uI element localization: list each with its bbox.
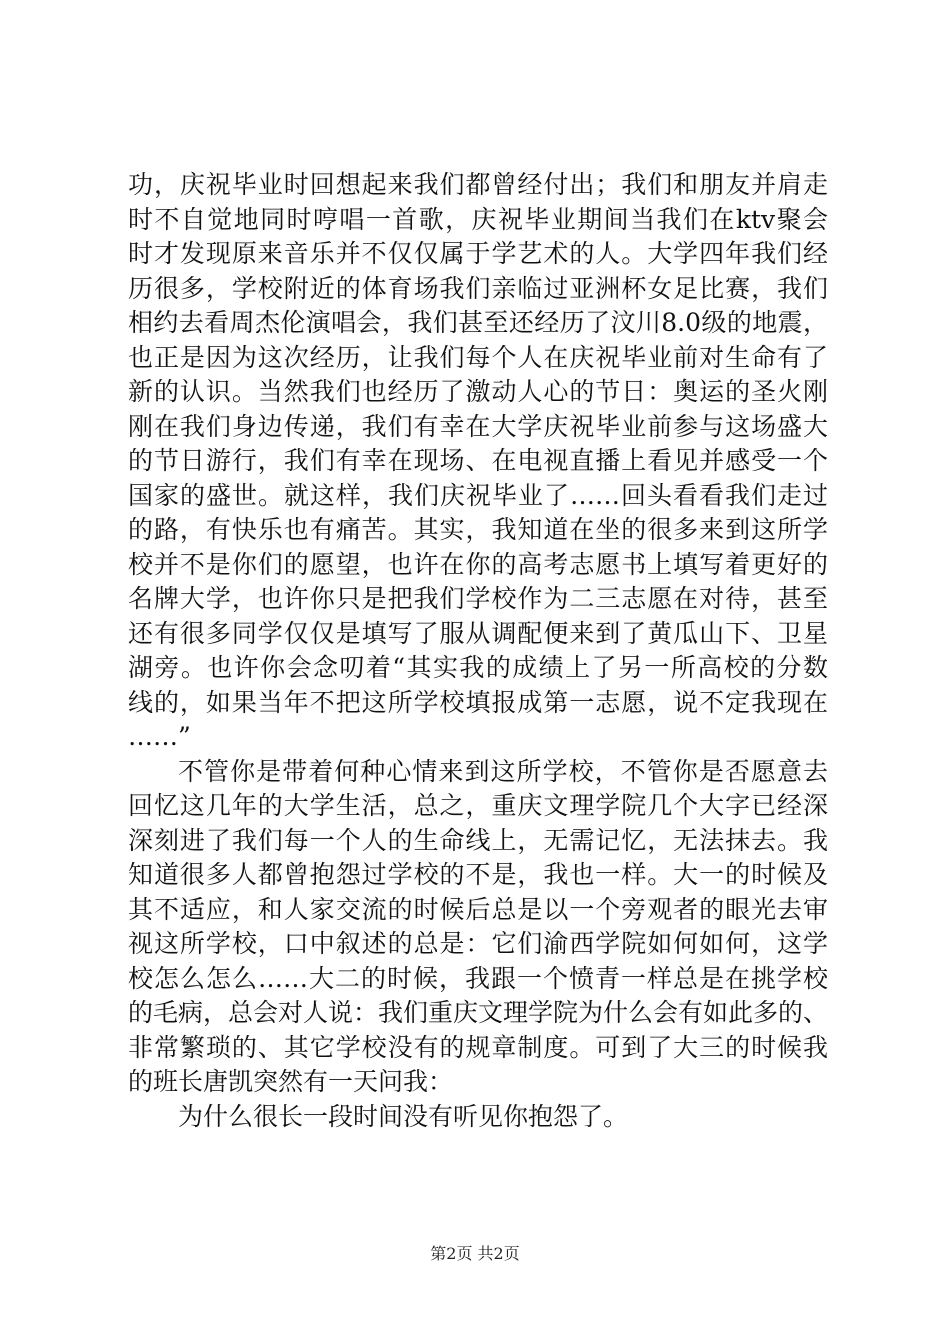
- text-line: 国家的盛世。就这样，我们庆祝毕业了……回头看看我们走过: [128, 480, 828, 510]
- text-line: 的节日游行，我们有幸在现场、在电视直播上看见并感受一个: [128, 446, 828, 475]
- text-line: 视这所学校，口中叙述的总是：它们渝西学院如何如何，这学: [128, 929, 828, 958]
- text-line: 名牌大学，也许你只是把我们学校作为二三志愿在对待，甚至: [128, 584, 828, 613]
- text-line: 其不适应，和人家交流的时候后总是以一个旁观者的眼光去审: [128, 894, 828, 924]
- text-line: ……”: [128, 722, 191, 751]
- text-line: 校并不是你们的愿望，也许在你的高考志愿书上填写着更好的: [128, 549, 828, 579]
- text-line: 历很多，学校附近的体育场我们亲临过亚洲杯女足比赛，我们: [128, 273, 828, 303]
- text-line: 还有很多同学仅仅是填写了服从调配便来到了黄瓜山下、卫星: [128, 618, 828, 648]
- text-line: 时才发现原来音乐并不仅仅属于学艺术的人。大学四年我们经: [128, 239, 828, 268]
- text-line: 刚在我们身边传递，我们有幸在大学庆祝毕业前参与这场盛大: [128, 411, 828, 441]
- text-line: 不管你是带着何种心情来到这所学校，不管你是否愿意去: [178, 756, 828, 786]
- text-line: 的班长唐凯突然有一天问我：: [128, 1067, 454, 1096]
- text-line: 湖旁。也许你会念叨着“其实我的成绩上了另一所高校的分数: [128, 653, 828, 682]
- text-line: 知道很多人都曾抱怨过学校的不是，我也一样。大一的时候及: [128, 860, 828, 889]
- text-line: 时不自觉地同时哼唱一首歌，庆祝毕业期间当我们在ktv聚会: [128, 204, 828, 234]
- text-line: 回忆这几年的大学生活，总之，重庆文理学院几个大字已经深: [128, 791, 828, 820]
- text-line: 新的认识。当然我们也经历了激动人心的节日：奥运的圣火刚: [128, 377, 828, 406]
- text-line: 相约去看周杰伦演唱会，我们甚至还经历了汶川8.0级的地震，: [128, 308, 828, 337]
- body-text: [128, 168, 828, 1134]
- text-line: 也正是因为这次经历，让我们每个人在庆祝毕业前对生命有了: [128, 342, 828, 372]
- text-line: 的路，有快乐也有痛苦。其实，我知道在坐的很多来到这所学: [128, 515, 828, 544]
- text-line: 的毛病，总会对人说：我们重庆文理学院为什么会有如此多的、: [128, 998, 829, 1027]
- text-line: 线的，如果当年不把这所学校填报成第一志愿，说不定我现在: [128, 687, 828, 717]
- text-line: 功，庆祝毕业时回想起来我们都曾经付出；我们和朋友并肩走: [128, 170, 828, 199]
- page-footer: 第2页 共2页: [430, 1244, 520, 1263]
- text-line: 为什么很长一段时间没有听见你抱怨了。: [178, 1101, 629, 1131]
- text-line: 校怎么怎么……大二的时候，我跟一个愤青一样总是在挑学校: [128, 963, 828, 993]
- text-line: 深刻进了我们每一个人的生命线上，无需记忆，无法抹去。我: [128, 825, 828, 855]
- text-line: 非常繁琐的、其它学校没有的规章制度。可到了大三的时候我: [128, 1032, 828, 1062]
